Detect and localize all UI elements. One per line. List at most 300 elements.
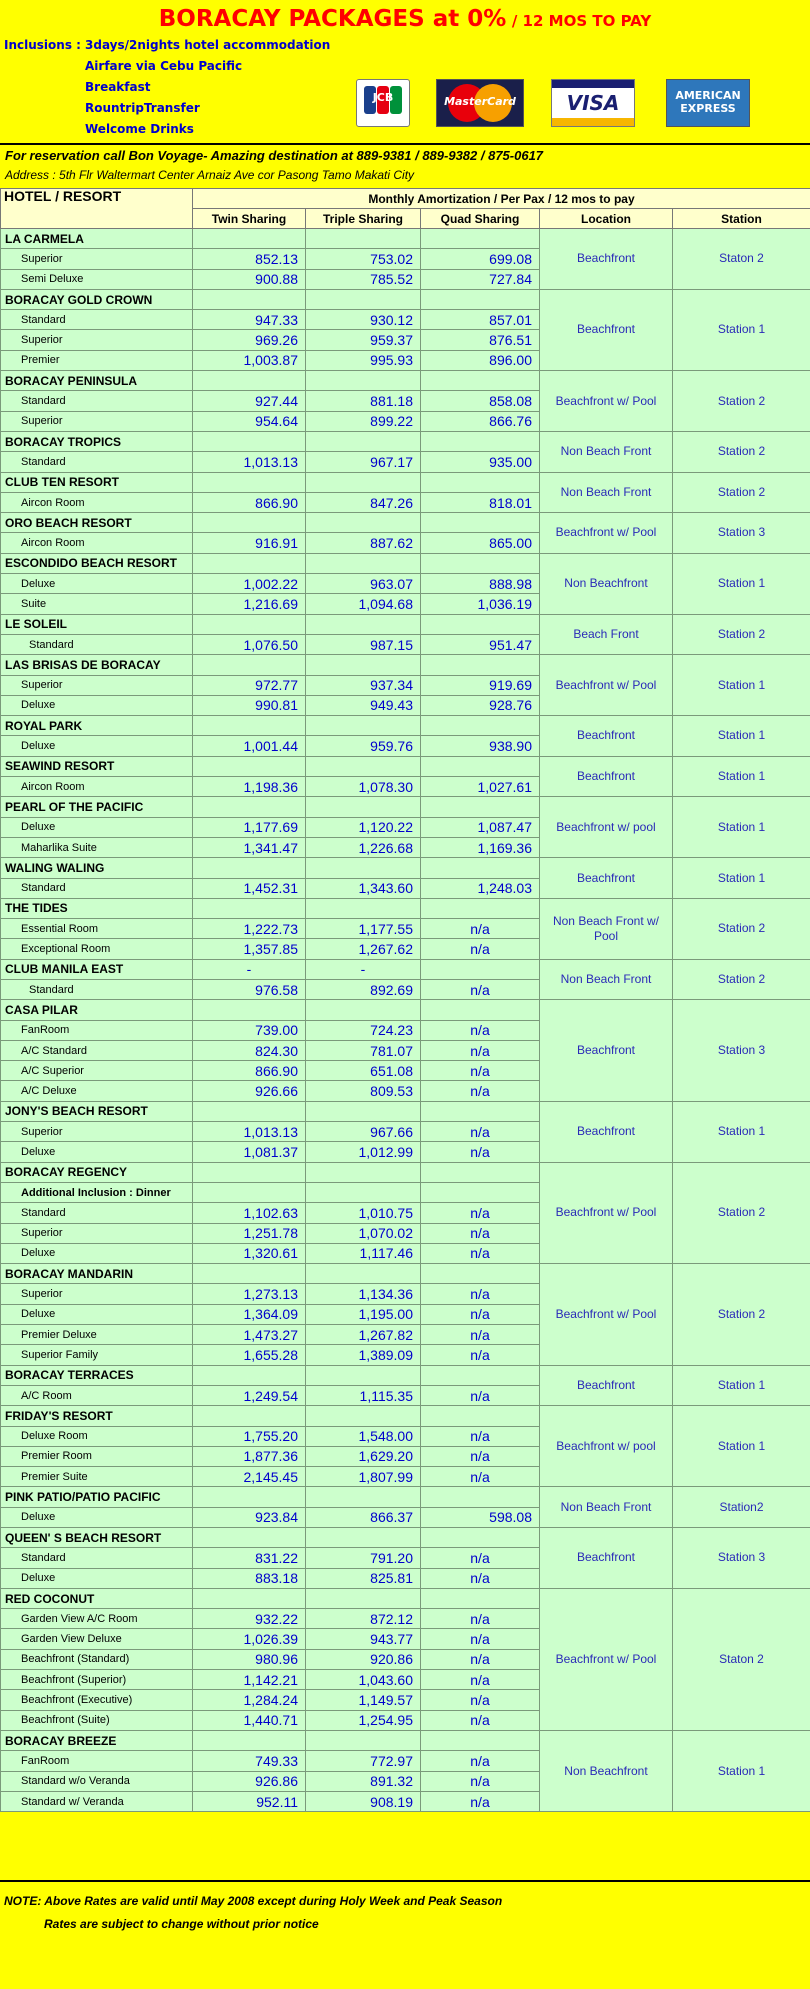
additional-inclusion: Additional Inclusion : Dinner [1, 1182, 193, 1202]
room-type: A/C Deluxe [1, 1081, 193, 1101]
hotel-row [1, 371, 810, 391]
quad-sharing-cell [421, 472, 540, 492]
station-cell: Station 1 [673, 858, 810, 899]
quad-sharing-price: 865.00 [421, 533, 540, 553]
quad-sharing-price: n/a [421, 1771, 540, 1791]
station-cell: Station 2 [673, 1264, 810, 1365]
room-type: Garden View Deluxe [1, 1629, 193, 1649]
twin-sharing-cell [193, 289, 306, 309]
hotel-name: PINK PATIO/PATIO PACIFIC [1, 1487, 193, 1507]
triple-sharing-cell [306, 756, 421, 776]
triple-sharing-cell [306, 1365, 421, 1385]
quad-sharing-price: 888.98 [421, 574, 540, 594]
triple-sharing-price: 1,267.62 [306, 939, 421, 959]
hotel-name: SEAWIND RESORT [1, 756, 193, 776]
triple-sharing-price: 987.15 [306, 634, 421, 654]
triple-sharing-price: 1,149.57 [306, 1690, 421, 1710]
triple-sharing-price: 1,343.60 [306, 878, 421, 898]
hotel-name: LE SOLEIL [1, 614, 193, 634]
quad-sharing-header: Quad Sharing [421, 209, 540, 229]
station-cell: Station2 [673, 1487, 810, 1528]
hotel-column-header: HOTEL / RESORT [1, 189, 193, 229]
hotel-row [1, 1162, 810, 1182]
triple-sharing-cell [306, 371, 421, 391]
twin-sharing-price: 1,249.54 [193, 1385, 306, 1405]
triple-sharing-price: 724.23 [306, 1020, 421, 1040]
inclusion-item: RountripTransfer [85, 101, 200, 115]
quad-sharing-price: 1,027.61 [421, 777, 540, 797]
quad-sharing-cell [421, 553, 540, 573]
amex-label: AMERICAN EXPRESS [675, 89, 741, 115]
triple-sharing-price: 887.62 [306, 533, 421, 553]
quad-sharing-price: n/a [421, 1243, 540, 1263]
twin-sharing-price: 883.18 [193, 1568, 306, 1588]
quad-sharing-price: 1,248.03 [421, 878, 540, 898]
quad-sharing-price: n/a [421, 1446, 540, 1466]
location-cell: Beachfront w/ pool [540, 1406, 673, 1487]
amortization-header: Monthly Amortization / Per Pax / 12 mos to pay [193, 189, 810, 209]
quad-sharing-price: n/a [421, 1426, 540, 1446]
quad-sharing-price: 896.00 [421, 350, 540, 370]
quad-sharing-price: 1,169.36 [421, 837, 540, 857]
location-cell: Non Beachfront [540, 1730, 673, 1811]
twin-sharing-cell [193, 553, 306, 573]
station-header: Station [673, 209, 810, 229]
quad-sharing-price: n/a [421, 1649, 540, 1669]
triple-sharing-header: Triple Sharing [306, 209, 421, 229]
title-main: BORACAY PACKAGES at 0% [158, 6, 507, 32]
quad-sharing-price: 876.51 [421, 330, 540, 350]
room-type: Premier [1, 350, 193, 370]
quad-sharing-cell [421, 1101, 540, 1121]
triple-sharing-cell [306, 472, 421, 492]
triple-sharing-cell [306, 553, 421, 573]
room-type: Deluxe [1, 574, 193, 594]
quad-sharing-cell [421, 371, 540, 391]
room-type: Superior [1, 411, 193, 431]
page-title [0, 6, 810, 32]
quad-sharing-cell [421, 1487, 540, 1507]
rates-table [0, 188, 810, 1812]
twin-sharing-cell [193, 1588, 306, 1608]
room-type: Superior [1, 1122, 193, 1142]
quad-sharing-cell [421, 1365, 540, 1385]
triple-sharing-price: 1,134.36 [306, 1284, 421, 1304]
location-header: Location [540, 209, 673, 229]
twin-sharing-price: 900.88 [193, 269, 306, 289]
triple-sharing-price: 809.53 [306, 1081, 421, 1101]
hotel-name: BORACAY TROPICS [1, 431, 193, 451]
twin-sharing-price: 1,877.36 [193, 1446, 306, 1466]
room-type: Deluxe [1, 736, 193, 756]
quad-sharing-cell [421, 431, 540, 451]
room-type: Suite [1, 594, 193, 614]
american-express-logo [666, 79, 750, 127]
hotel-row [1, 431, 810, 451]
twin-sharing-cell [193, 614, 306, 634]
validity-note: NOTE: Above Rates are valid until May 2008 except during Holy Week and Peak Season [4, 1894, 503, 1908]
room-type: A/C Room [1, 1385, 193, 1405]
twin-sharing-price: 824.30 [193, 1040, 306, 1060]
twin-sharing-price: 954.64 [193, 411, 306, 431]
quad-sharing-price: n/a [421, 1304, 540, 1324]
quad-sharing-cell [421, 1264, 540, 1284]
triple-sharing-price: 891.32 [306, 1771, 421, 1791]
twin-sharing-cell [193, 756, 306, 776]
twin-sharing-cell [193, 858, 306, 878]
twin-sharing-price: 972.77 [193, 675, 306, 695]
triple-sharing-price: 1,226.68 [306, 837, 421, 857]
triple-sharing-price: 1,254.95 [306, 1710, 421, 1730]
location-cell: Beachfront [540, 756, 673, 797]
triple-sharing-price: 899.22 [306, 411, 421, 431]
twin-sharing-cell [193, 229, 306, 249]
quad-sharing-cell [421, 1730, 540, 1750]
room-type: Deluxe [1, 817, 193, 837]
hotel-name: FRIDAY'S RESORT [1, 1406, 193, 1426]
triple-sharing-price: 881.18 [306, 391, 421, 411]
location-cell: Beachfront [540, 858, 673, 899]
twin-sharing-price: 1,440.71 [193, 1710, 306, 1730]
triple-sharing-cell [306, 1588, 421, 1608]
triple-sharing-cell [306, 1487, 421, 1507]
triple-sharing-price: 967.17 [306, 452, 421, 472]
triple-sharing-price: 1,177.55 [306, 919, 421, 939]
station-cell: Station 3 [673, 513, 810, 554]
room-type: Standard [1, 1203, 193, 1223]
station-cell: Station 2 [673, 371, 810, 432]
twin-sharing-cell [193, 371, 306, 391]
hotel-row [1, 858, 810, 878]
twin-sharing-price: 952.11 [193, 1791, 306, 1811]
triple-sharing-cell [306, 858, 421, 878]
twin-sharing-cell [193, 797, 306, 817]
triple-sharing-cell [306, 898, 421, 918]
quad-sharing-price: 935.00 [421, 452, 540, 472]
triple-sharing-price: 1,807.99 [306, 1467, 421, 1487]
inclusion-item: Airfare via Cebu Pacific [85, 59, 243, 73]
station-cell: Staton 2 [673, 229, 810, 290]
twin-sharing-price: 1,013.13 [193, 452, 306, 472]
triple-sharing-price: 866.37 [306, 1507, 421, 1527]
station-cell: Staton 2 [673, 1588, 810, 1730]
twin-sharing-price: 1,216.69 [193, 594, 306, 614]
room-type: Beachfront (Executive) [1, 1690, 193, 1710]
quad-sharing-price: 951.47 [421, 634, 540, 654]
location-cell: Beachfront [540, 1000, 673, 1101]
triple-sharing-price: 847.26 [306, 492, 421, 512]
hotel-name: CLUB MANILA EAST [1, 959, 193, 979]
room-type: Deluxe [1, 695, 193, 715]
triple-sharing-price: 1,115.35 [306, 1385, 421, 1405]
inclusions-label: Inclusions : [4, 38, 81, 52]
triple-sharing-price: 1,195.00 [306, 1304, 421, 1324]
title-sub: / 12 MOS TO PAY [511, 12, 652, 30]
hotel-name: ROYAL PARK [1, 716, 193, 736]
triple-sharing-cell [306, 1264, 421, 1284]
room-type: Maharlika Suite [1, 837, 193, 857]
triple-sharing-cell: - [306, 959, 421, 979]
location-cell: Beachfront w/ Pool [540, 513, 673, 554]
triple-sharing-price: 785.52 [306, 269, 421, 289]
hotel-row [1, 289, 810, 309]
quad-sharing-price: n/a [421, 1609, 540, 1629]
quad-sharing-price: 598.08 [421, 1507, 540, 1527]
location-cell: Beachfront w/ Pool [540, 655, 673, 716]
hotel-name: BORACAY BREEZE [1, 1730, 193, 1750]
location-cell: Non Beach Front [540, 959, 673, 1000]
triple-sharing-price: 959.76 [306, 736, 421, 756]
twin-sharing-price: 1,001.44 [193, 736, 306, 756]
room-type: Aircon Room [1, 777, 193, 797]
quad-sharing-price: n/a [421, 1061, 540, 1081]
twin-sharing-cell [193, 898, 306, 918]
twin-sharing-price: 852.13 [193, 249, 306, 269]
hotel-name: CASA PILAR [1, 1000, 193, 1020]
twin-sharing-price: 1,002.22 [193, 574, 306, 594]
hotel-row [1, 959, 810, 979]
triple-sharing-price: 1,548.00 [306, 1426, 421, 1446]
station-cell: Station 1 [673, 756, 810, 797]
hotel-name: RED COCONUT [1, 1588, 193, 1608]
room-type: Superior [1, 330, 193, 350]
hotel-row [1, 1406, 810, 1426]
twin-sharing-cell [193, 1528, 306, 1548]
room-type: Standard [1, 979, 193, 999]
triple-sharing-price: 772.97 [306, 1751, 421, 1771]
triple-sharing-price: 1,078.30 [306, 777, 421, 797]
triple-sharing-price: 892.69 [306, 979, 421, 999]
room-type: Deluxe [1, 1142, 193, 1162]
triple-sharing-price: 949.43 [306, 695, 421, 715]
quad-sharing-price: n/a [421, 1548, 540, 1568]
room-type: Deluxe [1, 1304, 193, 1324]
quad-sharing-price: n/a [421, 1670, 540, 1690]
triple-sharing-cell [306, 1000, 421, 1020]
quad-sharing-cell [421, 1588, 540, 1608]
hotel-name: LAS BRISAS DE BORACAY [1, 655, 193, 675]
triple-sharing-cell [306, 513, 421, 533]
room-type: Standard [1, 1548, 193, 1568]
triple-sharing-price: 1,120.22 [306, 817, 421, 837]
station-cell: Station 1 [673, 1365, 810, 1406]
twin-sharing-cell [193, 513, 306, 533]
station-cell: Station 1 [673, 553, 810, 614]
hotel-row [1, 797, 810, 817]
hotel-row [1, 614, 810, 634]
hotel-row [1, 1588, 810, 1608]
hotel-name: BORACAY REGENCY [1, 1162, 193, 1182]
quad-sharing-cell [421, 229, 540, 249]
location-cell: Non Beachfront [540, 553, 673, 614]
quad-sharing-price: n/a [421, 1345, 540, 1365]
twin-sharing-price: 916.91 [193, 533, 306, 553]
twin-sharing-price: 1,026.39 [193, 1629, 306, 1649]
quad-sharing-cell [421, 858, 540, 878]
quad-sharing-price: 818.01 [421, 492, 540, 512]
hotel-row [1, 1528, 810, 1548]
twin-sharing-price: 1,273.13 [193, 1284, 306, 1304]
quad-sharing-price: n/a [421, 1385, 540, 1405]
twin-sharing-price: 749.33 [193, 1751, 306, 1771]
triple-sharing-cell [306, 229, 421, 249]
triple-sharing-price: 753.02 [306, 249, 421, 269]
twin-sharing-price: 1,341.47 [193, 837, 306, 857]
room-type: Standard w/ Veranda [1, 1791, 193, 1811]
room-type: Deluxe Room [1, 1426, 193, 1446]
twin-sharing-cell [193, 655, 306, 675]
twin-sharing-price: 1,177.69 [193, 817, 306, 837]
room-type: Aircon Room [1, 492, 193, 512]
quad-sharing-cell [421, 513, 540, 533]
twin-sharing-price: 1,142.21 [193, 1670, 306, 1690]
triple-sharing-price: 967.66 [306, 1122, 421, 1142]
room-type: Premier Deluxe [1, 1325, 193, 1345]
triple-sharing-price: 1,267.82 [306, 1325, 421, 1345]
twin-sharing-price: 831.22 [193, 1548, 306, 1568]
twin-sharing-price: 1,452.31 [193, 878, 306, 898]
inclusion-item: 3days/2nights hotel accommodation [85, 38, 331, 52]
jcb-label: JCB [372, 91, 394, 104]
quad-sharing-price: n/a [421, 1223, 540, 1243]
twin-sharing-cell: - [193, 959, 306, 979]
quad-sharing-price: n/a [421, 1568, 540, 1588]
twin-sharing-price: 1,222.73 [193, 919, 306, 939]
twin-sharing-price: 1,003.87 [193, 350, 306, 370]
hotel-name: JONY'S BEACH RESORT [1, 1101, 193, 1121]
address-line: Address : 5th Flr Waltermart Center Arnaiz Ave cor Pasong Tamo Makati City [5, 168, 415, 182]
room-type: Beachfront (Standard) [1, 1649, 193, 1669]
twin-sharing-cell [193, 431, 306, 451]
station-cell: Station 2 [673, 431, 810, 472]
room-type: Garden View A/C Room [1, 1609, 193, 1629]
station-cell: Station 1 [673, 655, 810, 716]
station-cell: Station 2 [673, 959, 810, 1000]
hotel-row [1, 553, 810, 573]
twin-sharing-price: 866.90 [193, 1061, 306, 1081]
twin-sharing-price: 1,076.50 [193, 634, 306, 654]
twin-sharing-price: 1,251.78 [193, 1223, 306, 1243]
twin-sharing-price: 976.58 [193, 979, 306, 999]
location-cell: Non Beach Front [540, 431, 673, 472]
twin-sharing-price: 1,655.28 [193, 1345, 306, 1365]
quad-sharing-cell [421, 898, 540, 918]
inclusion-item: Welcome Drinks [85, 122, 194, 136]
triple-sharing-cell [306, 1101, 421, 1121]
room-type: Exceptional Room [1, 939, 193, 959]
hotel-row [1, 1365, 810, 1385]
hotel-row [1, 1000, 810, 1020]
location-cell: Beachfront w/ Pool [540, 1588, 673, 1730]
hotel-row [1, 756, 810, 776]
station-cell: Station 2 [673, 898, 810, 959]
hotel-name: BORACAY PENINSULA [1, 371, 193, 391]
twin-sharing-price: 990.81 [193, 695, 306, 715]
triple-sharing-cell [306, 1406, 421, 1426]
location-cell: Beachfront [540, 1528, 673, 1589]
hotel-row [1, 513, 810, 533]
twin-sharing-price: 947.33 [193, 310, 306, 330]
triple-sharing-cell [306, 614, 421, 634]
hotel-name: BORACAY GOLD CROWN [1, 289, 193, 309]
room-type: FanRoom [1, 1751, 193, 1771]
twin-sharing-price: 969.26 [193, 330, 306, 350]
room-type: Deluxe [1, 1568, 193, 1588]
room-type: FanRoom [1, 1020, 193, 1040]
twin-sharing-price: 1,013.13 [193, 1122, 306, 1142]
twin-sharing-price: 1,755.20 [193, 1426, 306, 1446]
room-type: Standard [1, 310, 193, 330]
quad-sharing-price: n/a [421, 1142, 540, 1162]
quad-sharing-cell [421, 716, 540, 736]
triple-sharing-price: 930.12 [306, 310, 421, 330]
triple-sharing-price: 959.37 [306, 330, 421, 350]
quad-sharing-price: n/a [421, 939, 540, 959]
quad-sharing-price: n/a [421, 1040, 540, 1060]
room-type: Superior [1, 675, 193, 695]
location-cell: Beachfront [540, 289, 673, 370]
twin-sharing-price: 1,198.36 [193, 777, 306, 797]
hotel-row [1, 1487, 810, 1507]
twin-sharing-price: 926.66 [193, 1081, 306, 1101]
station-cell: Station 1 [673, 716, 810, 757]
twin-sharing-price: 1,473.27 [193, 1325, 306, 1345]
twin-sharing-price: 980.96 [193, 1649, 306, 1669]
quad-sharing-price: 857.01 [421, 310, 540, 330]
quad-sharing-price: n/a [421, 1020, 540, 1040]
hotel-name: BORACAY TERRACES [1, 1365, 193, 1385]
triple-sharing-price: 1,010.75 [306, 1203, 421, 1223]
station-cell: Station 1 [673, 1406, 810, 1487]
twin-sharing-cell [193, 1162, 306, 1182]
quad-sharing-cell [421, 614, 540, 634]
quad-sharing-price: 919.69 [421, 675, 540, 695]
quad-sharing-cell [421, 959, 540, 979]
quad-sharing-cell [421, 1528, 540, 1548]
twin-sharing-price: 1,364.09 [193, 1304, 306, 1324]
twin-sharing-price: 1,357.85 [193, 939, 306, 959]
room-type: Premier Room [1, 1446, 193, 1466]
twin-sharing-header: Twin Sharing [193, 209, 306, 229]
hotel-row [1, 716, 810, 736]
station-cell: Station 1 [673, 797, 810, 858]
room-type: Beachfront (Suite) [1, 1710, 193, 1730]
triple-sharing-cell [306, 289, 421, 309]
station-cell: Station 3 [673, 1000, 810, 1101]
hotel-name: PEARL OF THE PACIFIC [1, 797, 193, 817]
quad-sharing-cell [421, 655, 540, 675]
triple-sharing-price: 1,389.09 [306, 1345, 421, 1365]
table-header-row [1, 189, 810, 209]
twin-sharing-cell [193, 1000, 306, 1020]
hotel-row [1, 472, 810, 492]
twin-sharing-price: 739.00 [193, 1020, 306, 1040]
hotel-row [1, 1101, 810, 1121]
station-cell: Station 2 [673, 614, 810, 655]
room-type: Superior [1, 1284, 193, 1304]
triple-sharing-price: 943.77 [306, 1629, 421, 1649]
twin-sharing-cell [193, 472, 306, 492]
room-type: Standard [1, 878, 193, 898]
mastercard-logo [436, 79, 524, 127]
footer-divider [0, 1880, 810, 1882]
room-type: Standard [1, 391, 193, 411]
twin-sharing-price: 866.90 [193, 492, 306, 512]
quad-sharing-price: 699.08 [421, 249, 540, 269]
triple-sharing-price: 1,629.20 [306, 1446, 421, 1466]
triple-sharing-price: 995.93 [306, 350, 421, 370]
twin-sharing-cell [193, 1101, 306, 1121]
